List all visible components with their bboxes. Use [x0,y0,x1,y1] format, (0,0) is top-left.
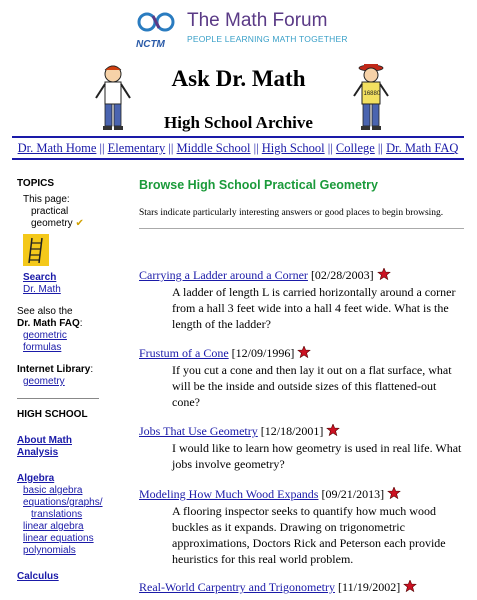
internet-library-label: Internet Library [17,364,91,375]
this-page-label: This page: [23,194,70,205]
list-item [139,346,464,410]
checkmark-icon: ✔ [75,218,84,229]
entry-description: If you cut a cone and then lay it out on a flat surface, what will be the inside and outside sizes of this flattened-out cone? [172,363,452,409]
faq-colon: : [79,318,83,329]
nav-separator: || [99,141,105,155]
sidebar-item-polynomials[interactable]: polynomials [23,545,76,556]
sidebar-item-linear-equations[interactable]: linear equations [23,533,94,544]
nav-dr-math-home[interactable]: Dr. Math Home [17,141,97,155]
sidebar [17,178,117,583]
list-item [139,580,464,594]
entry-link-carpentry[interactable]: Real-World Carpentry and Trigonometry [139,580,336,594]
entry-description: A flooring inspector seeks to quantify how much wood buckles as it expands. Drawing on trigonometric approximations, Doctors Rick and Peterson each provide heuristics for this real world problem. [172,504,446,566]
nav-elementary[interactable]: Elementary [107,141,166,155]
entry-link-ladder[interactable]: Carrying a Ladder around a Corner [139,268,308,282]
nav-separator: || [168,141,174,155]
search-link[interactable]: Search [23,272,57,283]
sidebar-item-translations[interactable]: translations [31,509,83,520]
logo-org-name: The Math Forum [187,10,328,31]
about-math-analysis-link[interactable]: About Math [17,435,72,446]
about-math-analysis-link-line2[interactable]: Analysis [17,447,59,458]
entry-date: [11/19/2002] [335,580,401,594]
list-item [139,268,464,332]
list-item [139,424,464,472]
internet-library-colon: : [90,364,94,375]
see-also-label: See also the [17,306,73,317]
nctm-logo-icon [135,10,181,50]
nav-separator: || [377,141,383,155]
star-icon [326,424,340,436]
nav-high-school[interactable]: High School [261,141,325,155]
star-icon [377,268,391,280]
math-forum-logo[interactable] [135,10,355,50]
search-dr-math-link[interactable]: Dr. Math [23,284,61,295]
this-page-topic-line1: practical [31,206,69,217]
entry-date: [12/09/1996] [228,346,295,360]
faq-link-geometric[interactable]: geometric [23,330,67,341]
ladder-icon [23,234,49,266]
entry-link-frustum[interactable]: Frustum of a Cone [139,346,229,360]
topics-heading: TOPICS [17,178,55,189]
faq-label: Dr. Math FAQ [17,318,80,329]
entry-link-wood[interactable]: Modeling How Much Wood Expands [139,487,319,501]
intro-text: Stars indicate particularly interesting answers or good places to begin browsing. [139,208,444,218]
archive-subtitle: High School Archive [164,113,313,132]
top-nav [12,136,464,160]
entry-description: A ladder of length L is carried horizontally around a corner from a hall 3 feet wide into a hall 4 feet wide. What is the length of the ladder? [172,285,456,331]
calculus-link[interactable]: Calculus [17,571,59,582]
sidebar-item-basic-algebra[interactable]: basic algebra [23,485,83,496]
sidebar-item-equations-graphs[interactable]: equations/graphs/ [23,497,103,508]
this-page-topic-line2: geometry [31,218,73,229]
star-icon [297,346,311,358]
star-icon [403,580,417,592]
entry-date: [12/18/2001] [257,424,324,438]
entry-date: [09/21/2013] [318,487,385,501]
high-school-heading: HIGH SCHOOL [17,409,88,420]
main-content [139,178,464,594]
shirt-number: 16880 [363,91,381,97]
ladder-search-icon[interactable] [23,234,49,266]
sidebar-divider [17,398,99,399]
nctm-text: NCTM [136,39,165,50]
entry-date: [02/28/2003] [307,268,374,282]
star-icon [387,487,401,499]
browse-title: Browse High School Practical Geometry [139,178,378,192]
nav-separator: || [253,141,259,155]
nav-college[interactable]: College [335,141,375,155]
nav-separator: || [327,141,333,155]
nav-middle-school[interactable]: Middle School [176,141,251,155]
internet-library-geometry-link[interactable]: geometry [23,376,65,387]
main-divider [139,228,464,229]
entry-link-jobs[interactable]: Jobs That Use Geometry [139,424,258,438]
logo-tagline: PEOPLE LEARNING MATH TOGETHER [187,34,348,44]
faq-link-formulas[interactable]: formulas [23,342,62,353]
page-title: Ask Dr. Math [171,66,306,91]
entry-description: I would like to learn how geometry is used in real life. What jobs involve geometry? [172,441,462,471]
sidebar-item-linear-algebra[interactable]: linear algebra [23,521,84,532]
list-item [139,487,464,567]
algebra-link[interactable]: Algebra [17,473,55,484]
nav-dr-math-faq[interactable]: Dr. Math FAQ [386,141,459,155]
